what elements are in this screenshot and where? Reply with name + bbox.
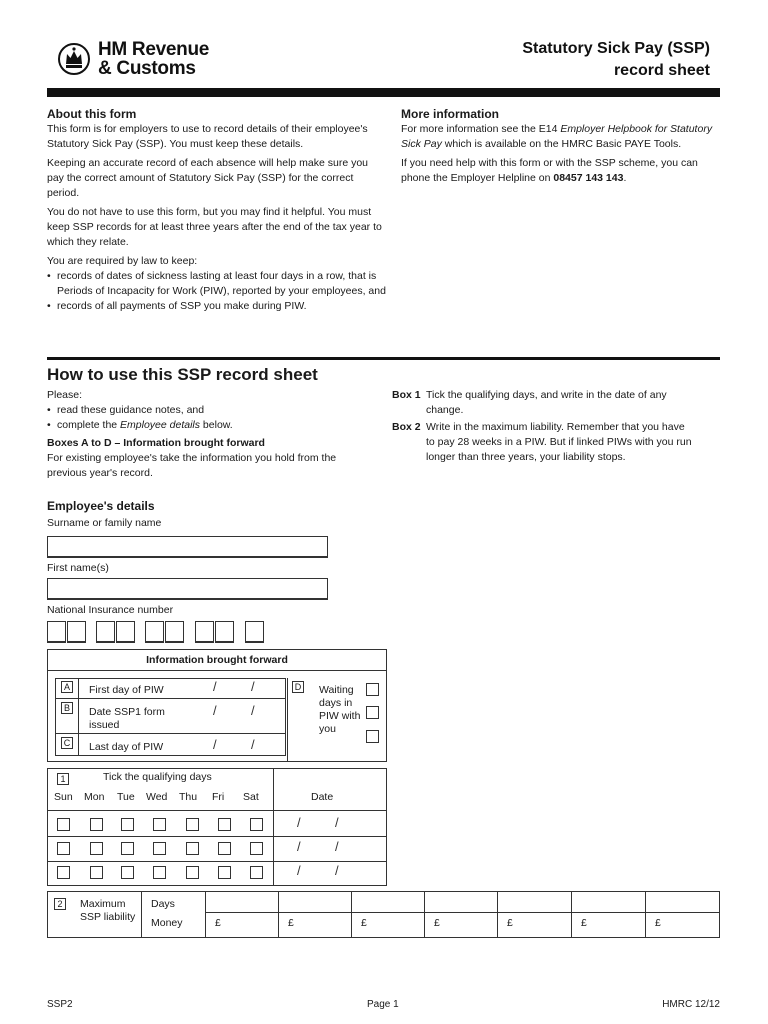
box1-instruction: Box 1 Tick the qualifying days, and write in the date of any change. bbox=[392, 389, 667, 416]
qualifying-sat-checkbox[interactable] bbox=[250, 842, 263, 855]
day-header-thu: Thu bbox=[179, 791, 198, 803]
liability-period-cell[interactable] bbox=[645, 891, 720, 938]
boxes-a-d-text: For existing employee's take the information you hold from the previous year's record. bbox=[47, 452, 337, 479]
qualifying-thu-checkbox[interactable] bbox=[186, 818, 199, 831]
qualifying-sun-checkbox[interactable] bbox=[57, 842, 70, 855]
qualifying-tue-checkbox[interactable] bbox=[121, 818, 134, 831]
qualifying-change-date[interactable] bbox=[278, 838, 382, 858]
page-number: Page 1 bbox=[367, 999, 399, 1010]
ni-group-4 bbox=[195, 621, 235, 641]
waiting-day-checkbox[interactable] bbox=[366, 683, 379, 696]
crown-crest-icon bbox=[58, 40, 90, 78]
org-name-line2: & Customs bbox=[98, 58, 196, 79]
ni-char-box[interactable] bbox=[215, 621, 234, 643]
list-item: • complete the Employee details below. bbox=[47, 418, 377, 433]
liability-period-cell[interactable] bbox=[205, 891, 279, 938]
qualifying-mon-checkbox[interactable] bbox=[90, 866, 103, 879]
pound-sign: £ bbox=[581, 917, 587, 929]
last-day-piw-date[interactable] bbox=[225, 737, 245, 753]
ni-char-box[interactable] bbox=[145, 621, 164, 643]
qualifying-wed-checkbox[interactable] bbox=[153, 818, 166, 831]
helpline-number: 08457 143 143 bbox=[553, 172, 624, 184]
form-code: SSP2 bbox=[47, 999, 73, 1010]
org-name-line1: HM Revenue bbox=[98, 39, 210, 60]
qualifying-days-title: Tick the qualifying days bbox=[103, 771, 212, 783]
qualifying-sat-checkbox[interactable] bbox=[250, 818, 263, 831]
qualifying-wed-checkbox[interactable] bbox=[153, 866, 166, 879]
ni-char-box[interactable] bbox=[47, 621, 66, 643]
money-label: Money bbox=[151, 917, 183, 929]
list-item: • read these guidance notes, and bbox=[47, 403, 377, 418]
day-header-tue: Tue bbox=[117, 791, 135, 803]
liability-period-cell[interactable] bbox=[424, 891, 498, 938]
please-label: Please: bbox=[47, 389, 83, 401]
qualifying-wed-checkbox[interactable] bbox=[153, 842, 166, 855]
more-info-p1: For more information see the E14 Employer Helpbook for Statutory Sick Pay which is available on the HMRC Basic PAYE Tools. bbox=[401, 123, 713, 150]
day-header-sat: Sat bbox=[243, 791, 259, 803]
qualifying-thu-checkbox[interactable] bbox=[186, 866, 199, 879]
ssp1-issued-label: Date SSP1 form issued bbox=[89, 706, 165, 731]
waiting-day-checkbox[interactable] bbox=[366, 730, 379, 743]
first-name-input[interactable] bbox=[47, 578, 328, 600]
liability-period-cell[interactable] bbox=[497, 891, 572, 938]
ni-label: National Insurance number bbox=[47, 604, 174, 616]
hmrc-logo bbox=[58, 38, 238, 80]
day-header-mon: Mon bbox=[84, 791, 105, 803]
day-header-fri: Fri bbox=[212, 791, 225, 803]
qualifying-change-date[interactable] bbox=[278, 813, 382, 833]
liability-period-cell[interactable] bbox=[571, 891, 646, 938]
list-item: • records of all payments of SSP you make during PIW. bbox=[47, 299, 387, 314]
ni-char-box[interactable] bbox=[67, 621, 86, 643]
list-item: • records of dates of sickness lasting at least four days in a row, that is Periods of Incapacity for Work (PIW), reported by your employees, and bbox=[47, 269, 387, 299]
first-day-piw-date[interactable] bbox=[225, 680, 245, 696]
about-p2: Keeping an accurate record of each absence will help make sure you pay the correct amount of Statutory Sick Pay (SSP) for the correct period. bbox=[47, 157, 369, 199]
box2-instruction: Box 2 Write in the maximum liability. Remember that you have to pay 28 weeks in a PIW. But if linked PIWs with you run longer than three years, your liability stops. bbox=[392, 421, 692, 463]
liability-period-cell[interactable] bbox=[278, 891, 352, 938]
header-bar bbox=[47, 88, 720, 97]
ni-group-5 bbox=[245, 621, 265, 641]
ni-char-box[interactable] bbox=[245, 621, 264, 643]
day-header-sun: Sun bbox=[54, 791, 73, 803]
waiting-days-label: Waiting days in PIW with you bbox=[319, 684, 361, 735]
first-name-label: First name(s) bbox=[47, 562, 109, 574]
pound-sign: £ bbox=[288, 917, 294, 929]
ni-char-box[interactable] bbox=[165, 621, 184, 643]
how-to-use-heading: How to use this SSP record sheet bbox=[47, 365, 318, 384]
days-label: Days bbox=[151, 898, 175, 910]
pound-sign: £ bbox=[434, 917, 440, 929]
pound-sign: £ bbox=[507, 917, 513, 929]
box-d-letter: D bbox=[292, 681, 304, 693]
how-right-column bbox=[392, 388, 692, 465]
qualifying-tue-checkbox[interactable] bbox=[121, 866, 134, 879]
box-2-number: 2 bbox=[54, 898, 66, 910]
first-day-piw-label: First day of PIW bbox=[89, 684, 164, 696]
ni-group-2 bbox=[96, 621, 136, 641]
qualifying-tue-checkbox[interactable] bbox=[121, 842, 134, 855]
ni-group-1 bbox=[47, 621, 87, 641]
ni-char-box[interactable] bbox=[195, 621, 214, 643]
more-info-section bbox=[401, 107, 716, 186]
qualifying-fri-checkbox[interactable] bbox=[218, 866, 231, 879]
about-section bbox=[47, 107, 387, 314]
qualifying-mon-checkbox[interactable] bbox=[90, 842, 103, 855]
box-c-letter: C bbox=[61, 737, 73, 749]
more-info-heading: More information bbox=[401, 107, 499, 121]
qualifying-fri-checkbox[interactable] bbox=[218, 818, 231, 831]
pound-sign: £ bbox=[655, 917, 661, 929]
surname-label: Surname or family name bbox=[47, 517, 162, 529]
qualifying-sun-checkbox[interactable] bbox=[57, 818, 70, 831]
qualifying-fri-checkbox[interactable] bbox=[218, 842, 231, 855]
box-1-number: 1 bbox=[57, 773, 69, 785]
qualifying-sun-checkbox[interactable] bbox=[57, 866, 70, 879]
pound-sign: £ bbox=[215, 917, 221, 929]
section-divider bbox=[47, 357, 720, 360]
pound-sign: £ bbox=[361, 917, 367, 929]
liability-period-cell[interactable] bbox=[351, 891, 425, 938]
about-p4: You are required by law to keep: bbox=[47, 255, 198, 267]
waiting-day-checkbox[interactable] bbox=[366, 706, 379, 719]
ssp1-issued-date[interactable] bbox=[225, 703, 245, 719]
qualifying-change-date[interactable] bbox=[278, 863, 382, 883]
about-heading: About this form bbox=[47, 107, 137, 121]
qualifying-mon-checkbox[interactable] bbox=[90, 818, 103, 831]
about-list bbox=[47, 269, 387, 314]
more-info-p2: If you need help with this form or with the SSP scheme, you can phone the Employer Helpline on 08457 143 143. bbox=[401, 157, 698, 184]
ni-char-box[interactable] bbox=[96, 621, 115, 643]
max-liability-label: Maximum SSP liability bbox=[80, 898, 136, 923]
box-a-letter: A bbox=[61, 681, 73, 693]
qualifying-thu-checkbox[interactable] bbox=[186, 842, 199, 855]
employee-details-heading: Employee's details bbox=[47, 499, 155, 513]
box-b-letter: B bbox=[61, 702, 73, 714]
last-day-piw-label: Last day of PIW bbox=[89, 741, 164, 753]
date-header: Date bbox=[311, 791, 334, 803]
ni-group-3 bbox=[145, 621, 185, 641]
day-header-wed: Wed bbox=[146, 791, 168, 803]
ni-char-box[interactable] bbox=[116, 621, 135, 643]
qualifying-sat-checkbox[interactable] bbox=[250, 866, 263, 879]
surname-input[interactable] bbox=[47, 536, 328, 558]
info-bf-title: Information brought forward bbox=[146, 654, 288, 666]
how-left-column bbox=[47, 388, 377, 481]
about-p1: This form is for employers to use to record details of their employee's Statutory Sick Pay (SSP). You must keep these details. bbox=[47, 123, 368, 150]
about-p3: You do not have to use this form, but you may find it helpful. You must keep SSP records for at least three years after the end of the tax year to which they relate. bbox=[47, 206, 382, 248]
form-version: HMRC 12/12 bbox=[662, 999, 720, 1010]
boxes-a-d-heading: Boxes A to D – Information brought forward bbox=[47, 437, 265, 449]
form-title: Statutory Sick Pay (SSP) record sheet bbox=[522, 40, 710, 79]
